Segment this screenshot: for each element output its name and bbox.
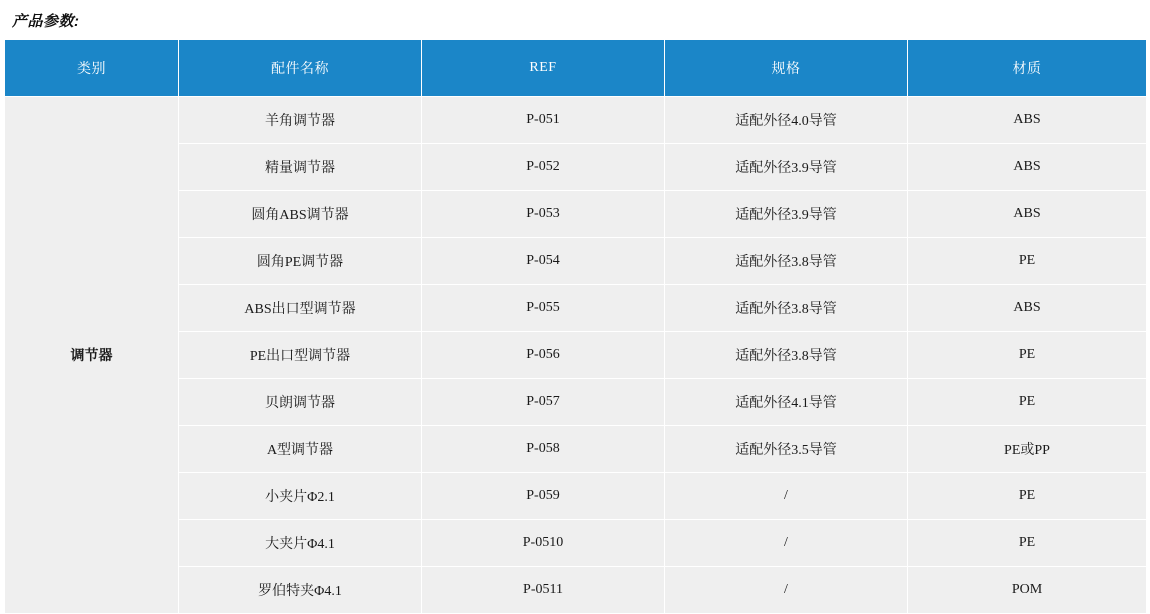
table-row	[5, 97, 1147, 144]
material-cell: ABS	[908, 97, 1147, 144]
part-name-cell: A型调节器	[179, 426, 422, 473]
material-cell: ABS	[908, 285, 1147, 332]
spec-cell: 适配外径3.8导管	[665, 285, 908, 332]
part-name-cell: 罗伯特夹Φ4.1	[179, 567, 422, 614]
column-header-material: 材质	[908, 40, 1147, 97]
column-header-spec: 规格	[665, 40, 908, 97]
part-name-cell: 大夹片Φ4.1	[179, 520, 422, 567]
material-cell: PE	[908, 473, 1147, 520]
spec-cell: 适配外径4.0导管	[665, 97, 908, 144]
table-header	[5, 40, 1147, 97]
part-name-cell: 贝朗调节器	[179, 379, 422, 426]
ref-cell: P-059	[422, 473, 665, 520]
material-cell: ABS	[908, 191, 1147, 238]
spec-cell: 适配外径3.9导管	[665, 144, 908, 191]
material-cell: PE	[908, 332, 1147, 379]
product-parameters-table	[4, 39, 1147, 614]
spec-cell: 适配外径3.8导管	[665, 332, 908, 379]
ref-cell: P-0511	[422, 567, 665, 614]
part-name-cell: 圆角PE调节器	[179, 238, 422, 285]
part-name-cell: 圆角ABS调节器	[179, 191, 422, 238]
part-name-cell: 小夹片Φ2.1	[179, 473, 422, 520]
ref-cell: P-055	[422, 285, 665, 332]
column-header-category: 类别	[5, 40, 179, 97]
ref-cell: P-052	[422, 144, 665, 191]
material-cell: ABS	[908, 144, 1147, 191]
page-title: 产品参数:	[12, 13, 80, 30]
ref-cell: P-058	[422, 426, 665, 473]
part-name-cell: 羊角调节器	[179, 97, 422, 144]
ref-cell: P-051	[422, 97, 665, 144]
spec-cell: 适配外径3.9导管	[665, 191, 908, 238]
material-cell: PE	[908, 520, 1147, 567]
category-cell: 调节器	[5, 97, 179, 614]
table-header-row	[5, 40, 1147, 97]
ref-cell: P-056	[422, 332, 665, 379]
material-cell: PE或PP	[908, 426, 1147, 473]
ref-cell: P-057	[422, 379, 665, 426]
part-name-cell: 精量调节器	[179, 144, 422, 191]
table-body	[5, 97, 1147, 614]
material-cell: PE	[908, 238, 1147, 285]
ref-cell: P-0510	[422, 520, 665, 567]
material-cell: POM	[908, 567, 1147, 614]
spec-cell: /	[665, 473, 908, 520]
ref-cell: P-053	[422, 191, 665, 238]
column-header-ref: REF	[422, 40, 665, 97]
part-name-cell: PE出口型调节器	[179, 332, 422, 379]
spec-cell: 适配外径3.8导管	[665, 238, 908, 285]
column-header-part-name: 配件名称	[179, 40, 422, 97]
spec-cell: 适配外径4.1导管	[665, 379, 908, 426]
spec-cell: 适配外径3.5导管	[665, 426, 908, 473]
spec-cell: /	[665, 520, 908, 567]
ref-cell: P-054	[422, 238, 665, 285]
spec-cell: /	[665, 567, 908, 614]
material-cell: PE	[908, 379, 1147, 426]
part-name-cell: ABS出口型调节器	[179, 285, 422, 332]
